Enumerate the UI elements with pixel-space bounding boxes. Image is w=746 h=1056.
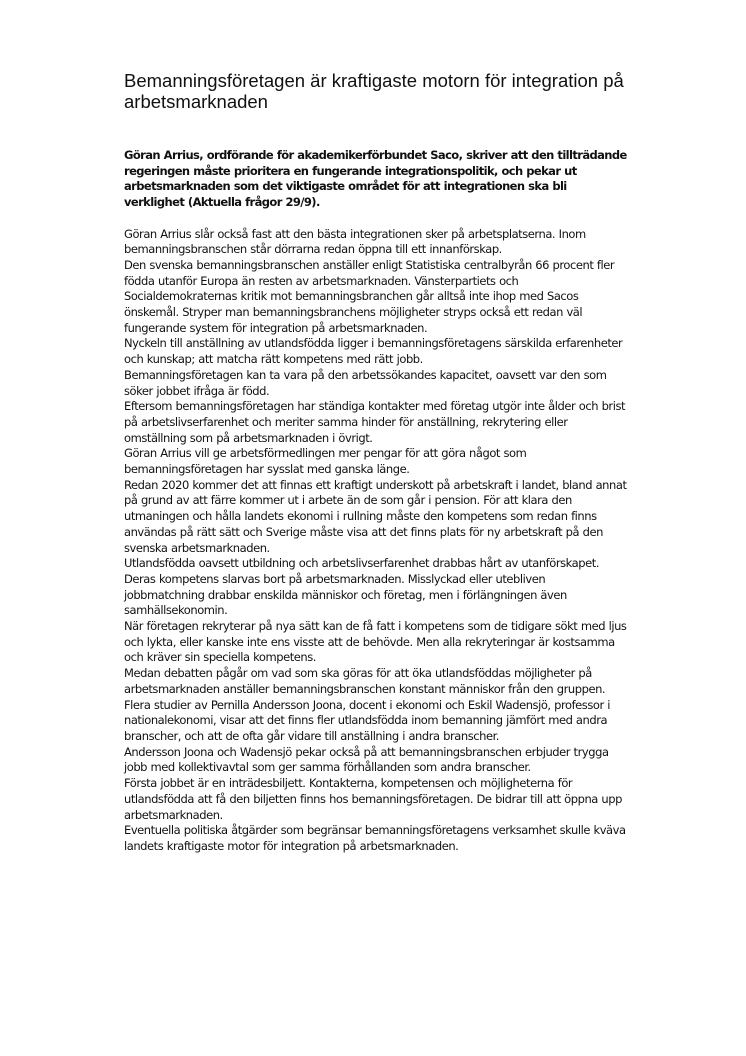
paragraph: Redan 2020 kommer det att finnas ett kraftigt underskott på arbetskraft i landet, bland annat på grund av att färre kommer ut i arbete än de som går i pension. För att klara den utmaningen och hålla landets ekonomi i rullning måste den kompetens som redan finns användas på rätt sätt och Sverige måste visa att det finns plats för ny arbetskraft på den svenska arbetsmarknaden. — [124, 477, 627, 555]
paragraph: När företagen rekryterar på nya sätt kan de få fatt i kompetens som de tidigare sökt med ljus och lykta, eller kanske inte ens visste att de behövde. Men alla rekryteringar är kostsamma och kräver sin speciella kompetens. — [124, 619, 627, 665]
paragraph: Den svenska bemanningsbranschen anställer enligt Statistiska centralbyrån 66 procent fler födda utanför Europa än resten av arbetsmarknaden. Vänsterpartiets och Socialdemokraternas kritik mot bemanningsbranchen går alltså inte ihop med Sacos önskemål. Stryper man bemanningsbranchens möjligheter stryps också ett redan väl fungerande system för integration på arbetsmarknaden. — [124, 257, 615, 335]
paragraph: Göran Arrius slår också fast att den bästa integrationen sker på arbetsplatserna. Inom bemanningsbranschen står dörrarna redan öppna till ett innanförskap. — [124, 226, 586, 257]
paragraph: Eventuella politiska åtgärder som begränsar bemanningsföretagens verksamhet skulle kväva landets kraftigaste motor för integration på arbetsmarknaden. — [124, 823, 626, 853]
paragraph: Nyckeln till anställning av utlandsfödda ligger i bemanningsföretagens särskilda erfarenheter och kunskap; att matcha rätt kompetens med rätt jobb. — [124, 336, 623, 367]
paragraph: Göran Arrius vill ge arbetsförmedlingen mer pengar för att göra något som bemanningsföretagen har sysslat med ganska länge. — [124, 446, 527, 477]
article-title: Bemanningsföretagen är kraftigaste motorn för integration på arbetsmarknaden — [124, 70, 624, 112]
article-lead: Göran Arrius, ordförande för akademikerförbundet Saco, skriver att den tillträdande regeringen måste prioritera en fungerande integrationspolitik, och pekar ut arbetsmarknaden som det viktigaste området för att integrationen ska bli verklighet (Aktuella frågor 29/9). — [124, 148, 627, 210]
paragraph: Bemanningsföretagen kan ta vara på den arbetssökandes kapacitet, oavsett var den som söker jobbet ifråga är född. — [124, 367, 607, 398]
paragraph: Medan debatten pågår om vad som ska göras för att öka utlandsföddas möjligheter på arbetsmarknaden anställer bemanningsbranschen konstant människor från den gruppen. — [124, 666, 606, 696]
paragraph: Flera studier av Pernilla Andersson Joona, docent i ekonomi och Eskil Wadensjö, professor i nationalekonomi, visar att det finns fler utlandsfödda inom bemanning jämfört med andra branscher, och att de ofta går vidare till anställning i andra branscher. — [124, 697, 611, 743]
paragraph: Utlandsfödda oavsett utbildning och arbetslivserfarenhet drabbas hårt av utanförskapet. Deras kompetens slarvas bort på arbetsmarknaden. Misslyckad eller utebliven jobbmatchning drabbar enskilda människor och företag, men i förlängningen även samhällsekonomin. — [124, 556, 600, 618]
paragraph: Första jobbet är en inträdesbiljett. Kontakterna, kompetensen och möjligheterna för utlandsfödda att få den biljetten finns hos bemanningsföretagen. De bidrar till att öppna upp arbetsmarknaden. — [124, 776, 622, 822]
article-body — [124, 148, 629, 855]
paragraph: Eftersom bemanningsföretagen har ständiga kontakter med företag utgör inte ålder och brist på arbetslivserfarenhet och meriter samma hinder för anställning, rekrytering eller omställning som på arbetsmarknaden i övrigt. — [124, 399, 626, 445]
paragraph: Andersson Joona och Wadensjö pekar också på att bemanningsbranschen erbjuder trygga jobb med kollektivavtal som ger samma förhållanden som andra branscher. — [124, 744, 609, 775]
